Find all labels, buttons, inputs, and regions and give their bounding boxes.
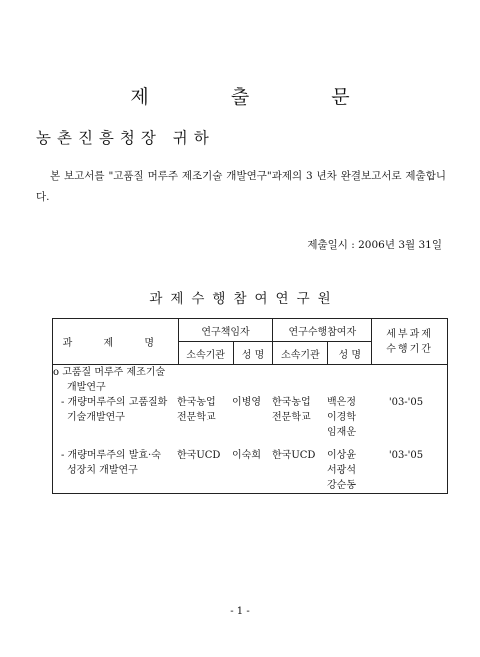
participant-name: 서광석 (327, 465, 356, 476)
document-title: 제 출 문 (130, 86, 388, 108)
participant-name: 임재운 (327, 427, 356, 438)
header-task-name: 과 제 명 (53, 319, 179, 365)
subtask-name-line1: - 개량머루주의 발효·숙 (61, 450, 161, 461)
participant-name: 이경학 (327, 412, 356, 423)
header-period-line2: 수행기간 (386, 343, 433, 355)
header-lead-researcher: 연구책임자 (178, 319, 273, 342)
lead-affiliation-line1: 한국UCD (177, 450, 221, 461)
main-task-line1: o 고품질 머루주 제조기술 (53, 367, 166, 378)
submit-date: 제출일시 : 2006년 3월 31일 (307, 239, 442, 251)
lead-name: 이숙희 (232, 450, 261, 461)
participant-affiliation-line1: 한국농업 (272, 397, 311, 408)
participant-affiliation-line2: 전문학교 (272, 412, 311, 423)
participant-name: 이상윤 (327, 450, 356, 461)
header-participants: 연구수행참여자 (273, 319, 372, 342)
lead-name: 이병영 (232, 397, 261, 408)
table-row (53, 448, 447, 493)
lead-affiliation-line2: 전문학교 (177, 412, 216, 423)
main-task-row (53, 365, 447, 395)
main-task-line2: 개발연구 (67, 382, 106, 393)
subtask-name-line1: - 개량머루주의 고품질화 (61, 397, 168, 408)
recipient: 농촌진흥청장 귀하 (36, 129, 215, 147)
header-period-line1: 세부과제 (386, 328, 433, 340)
period-value: '03-'05 (388, 450, 424, 461)
header-name: 성 명 (233, 342, 273, 365)
page-number: - 1 - (230, 606, 250, 617)
participant-name: 백은정 (327, 397, 356, 408)
lead-affiliation-line1: 한국농업 (177, 397, 216, 408)
header-name-2: 성 명 (328, 342, 372, 365)
table-row (53, 395, 447, 440)
header-period (372, 319, 448, 365)
subtask-name-line2: 성장치 개발연구 (67, 465, 138, 476)
participant-name: 강순동 (327, 480, 356, 491)
period-value: '03-'05 (388, 397, 424, 408)
subtask-name-line2: 기술개발연구 (67, 412, 125, 423)
table-body-cell (53, 365, 448, 494)
header-affiliation-2: 소속기관 (273, 342, 328, 365)
researcher-table (52, 318, 448, 494)
section-title: 과제수행참여연구원 (149, 291, 339, 307)
participant-affiliation-line1: 한국UCD (272, 450, 316, 461)
body-text: 본 보고서를 "고품질 머루주 제조기술 개발연구"과제의 3 년차 완결보고서로 제출합니다. (36, 170, 446, 203)
header-affiliation: 소속기관 (178, 342, 233, 365)
